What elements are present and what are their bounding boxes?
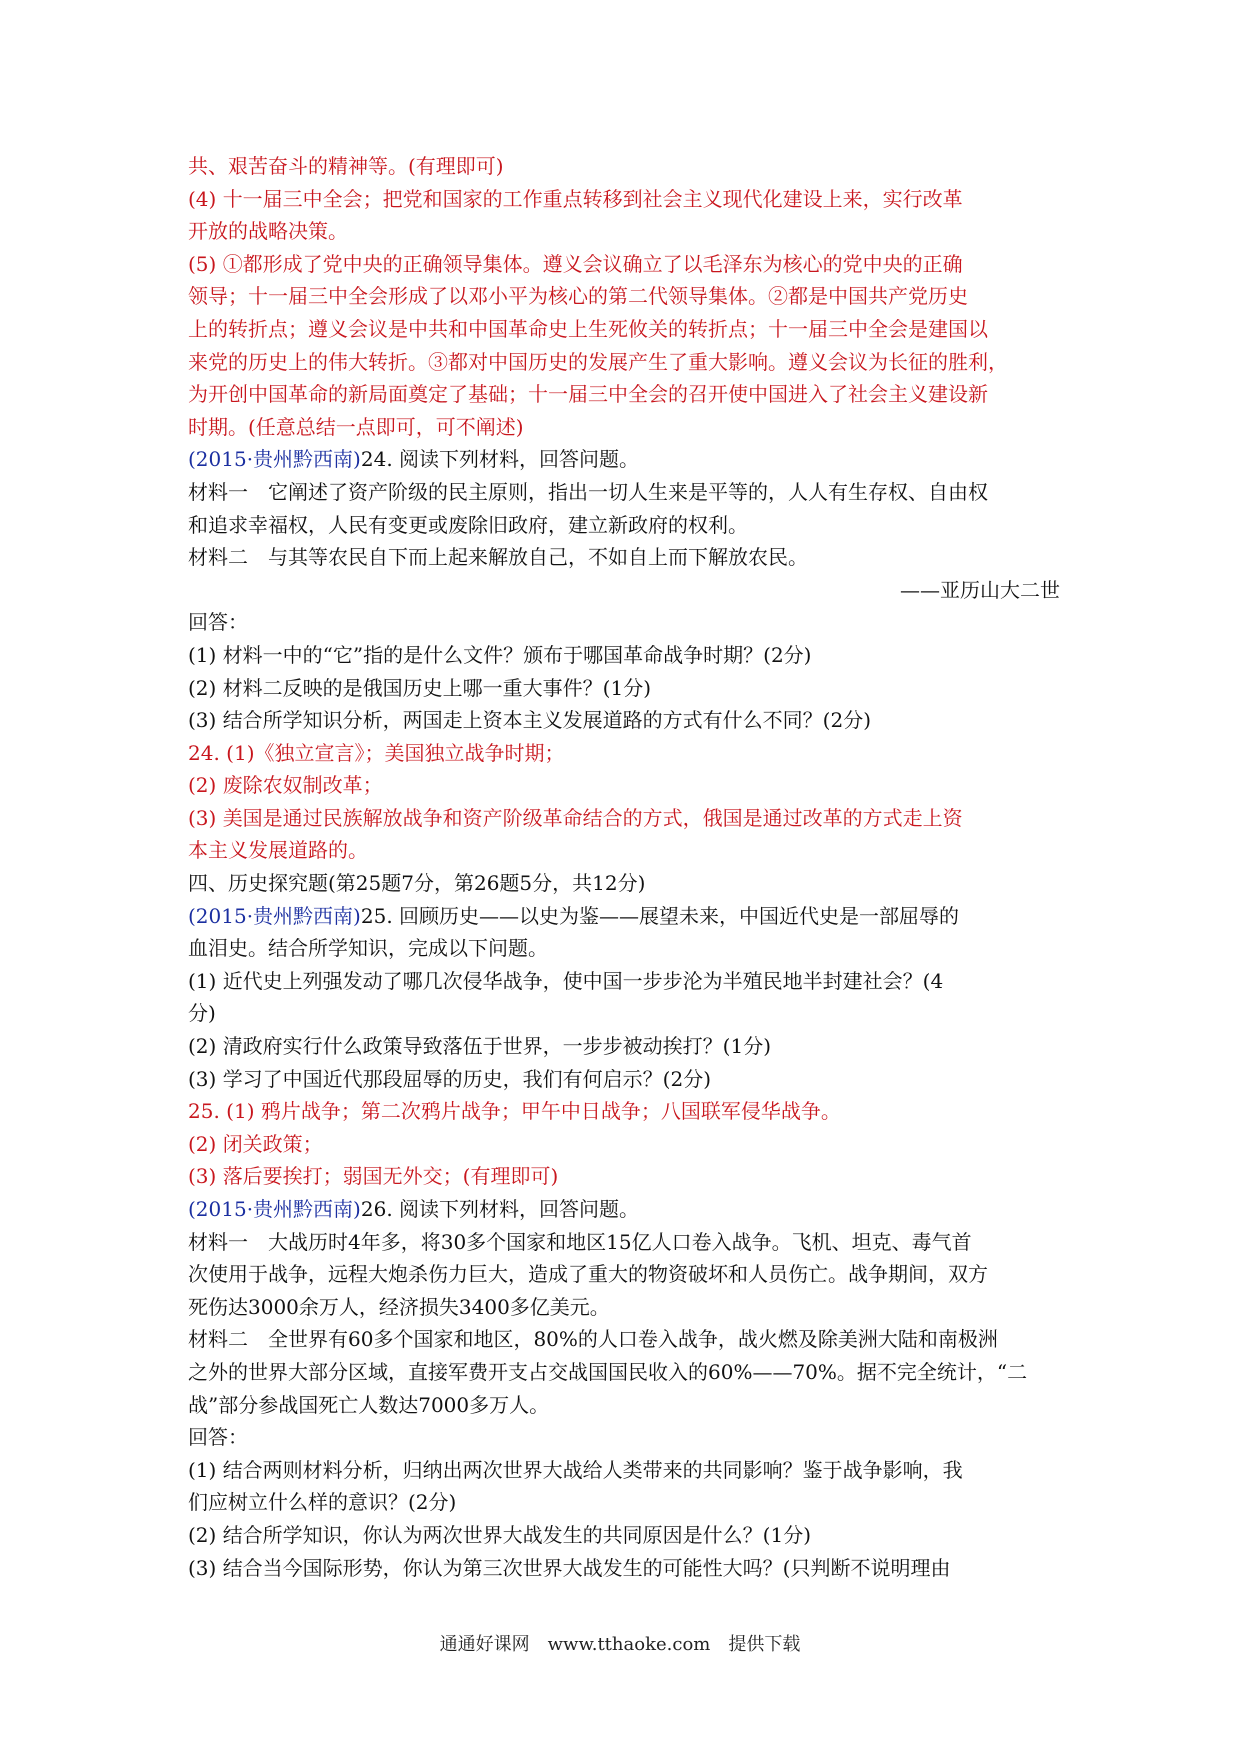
text-line: 回答： (188, 1425, 248, 1450)
answer-line: 时期。(任意总结一点即可，可不阐述) (188, 414, 524, 439)
text-line: 回答： (188, 610, 248, 635)
text-line: (3) 结合当今国际形势，你认为第三次世界大战发生的可能性大吗？(只判断不说明理由 (188, 1555, 951, 1580)
answer-line: (3) 美国是通过民族解放战争和资产阶级革命结合的方式，俄国是通过改革的方式走上资 (188, 805, 963, 830)
answer-line: 共、艰苦奋斗的精神等。(有理即可) (188, 154, 504, 178)
question-line (188, 1193, 1060, 1226)
answer-line: 24. (1)《独立宣言》；美国独立战争时期； (188, 740, 565, 765)
text-line: 分) (188, 1001, 216, 1026)
question-line (188, 443, 1060, 476)
text-line: 死伤达3000余万人，经济损失3400多亿美元。 (188, 1294, 610, 1319)
answer-line: 为开创中国革命的新局面奠定了基础；十一届三中全会的召开使中国进入了社会主义建设新 (188, 382, 988, 407)
answer-line: 25. (1) 鸦片战争；第二次鸦片战争；甲午中日战争；八国联军侵华战争。 (188, 1099, 841, 1124)
answer-line: (2) 废除农奴制改革； (188, 773, 383, 798)
question-source: (2015·贵州黔西南) (188, 903, 361, 928)
page-footer: 通通好课网 www.tthaoke.com 提供下载 (439, 1634, 801, 1655)
answer-line: 开放的战略决策。 (188, 219, 348, 244)
text-line: 和追求幸福权，人民有变更或废除旧政府，建立新政府的权利。 (188, 512, 748, 537)
text-line: (1) 近代史上列强发动了哪几次侵华战争，使中国一步步沦为半殖民地半封建社会？(4 (188, 968, 944, 993)
text-line: 材料一 它阐述了资产阶级的民主原则，指出一切人生来是平等的，人人有生存权、自由权 (188, 479, 988, 504)
text-line: (1) 结合两则材料分析，归纳出两次世界大战给人类带来的共同影响？鉴于战争影响，我 (188, 1457, 963, 1482)
question-source: (2015·贵州黔西南) (188, 447, 361, 472)
text-line: (1) 材料一中的“它”指的是什么文件？颁布于哪国革命战争时期？(2分) (188, 642, 812, 667)
question-source: (2015·贵州黔西南) (188, 1197, 361, 1221)
quote-attribution: ——亚历山大二世 (900, 577, 1060, 602)
text-line: (3) 学习了中国近代那段屈辱的历史，我们有何启示？(2分) (188, 1066, 712, 1091)
text-line: (2) 结合所学知识，你认为两次世界大战发生的共同原因是什么？(1分) (188, 1522, 812, 1547)
document-body (188, 150, 1060, 1584)
text-line: 战”部分参战国死亡人数达7000多万人。 (188, 1392, 550, 1417)
text-line: (3) 结合所学知识分析，两国走上资本主义发展道路的方式有什么不同？(2分) (188, 708, 872, 733)
text-line: 四、历史探究题(第25题7分，第26题5分，共12分) (188, 871, 646, 896)
question-line (188, 900, 1060, 933)
text-line: 材料二 全世界有60多个国家和地区，80%的人口卷入战争，战火燃及除美洲大陆和南极洲 (188, 1327, 998, 1352)
answer-line: 本主义发展道路的。 (188, 838, 368, 863)
text-line: (2) 材料二反映的是俄国历史上哪一重大事件？(1分) (188, 675, 652, 700)
text-line: 血泪史。结合所学知识，完成以下问题。 (188, 936, 548, 961)
question-text: 25. 回顾历史——以史为鉴——展望未来，中国近代史是一部屈辱的 (360, 903, 960, 928)
text-line: 次使用于战争，远程大炮杀伤力巨大，造成了重大的物资破坏和人员伤亡。战争期间，双方 (188, 1262, 988, 1287)
text-line: 材料二 与其等农民自下而上起来解放自己，不如自上而下解放农民。 (188, 545, 808, 570)
question-text: 24. 阅读下列材料，回答问题。 (360, 447, 640, 472)
text-line: 之外的世界大部分区域，直接军费开支占交战国国民收入的60%——70%。据不完全统计，“二 (188, 1359, 1028, 1384)
answer-line: 领导；十一届三中全会形成了以邓小平为核心的第二代领导集体。②都是中国共产党历史 (188, 284, 968, 309)
answer-line: (3) 落后要挨打；弱国无外交；(有理即可) (188, 1164, 559, 1189)
answer-line: 上的转折点；遵义会议是中共和中国革命史上生死攸关的转折点；十一届三中全会是建国以 (188, 316, 988, 341)
answer-line: (5) ①都形成了党中央的正确领导集体。遵义会议确立了以毛泽东为核心的党中央的正确 (188, 251, 963, 276)
answer-line: 来党的历史上的伟大转折。③都对中国历史的发展产生了重大影响。遵义会议为长征的胜利， (188, 349, 1008, 374)
text-line: (2) 清政府实行什么政策导致落伍于世界，一步步被动挨打？(1分) (188, 1034, 772, 1059)
question-text: 26. 阅读下列材料，回答问题。 (360, 1197, 640, 1221)
answer-line: (4) 十一届三中全会；把党和国家的工作重点转移到社会主义现代化建设上来，实行改革 (188, 186, 963, 211)
text-line: 材料一 大战历时4年多，将30多个国家和地区15亿人口卷入战争。飞机、坦克、毒气首 (188, 1229, 972, 1254)
text-line: 们应树立什么样的意识？(2分) (188, 1490, 457, 1515)
answer-line: (2) 闭关政策； (188, 1131, 323, 1156)
